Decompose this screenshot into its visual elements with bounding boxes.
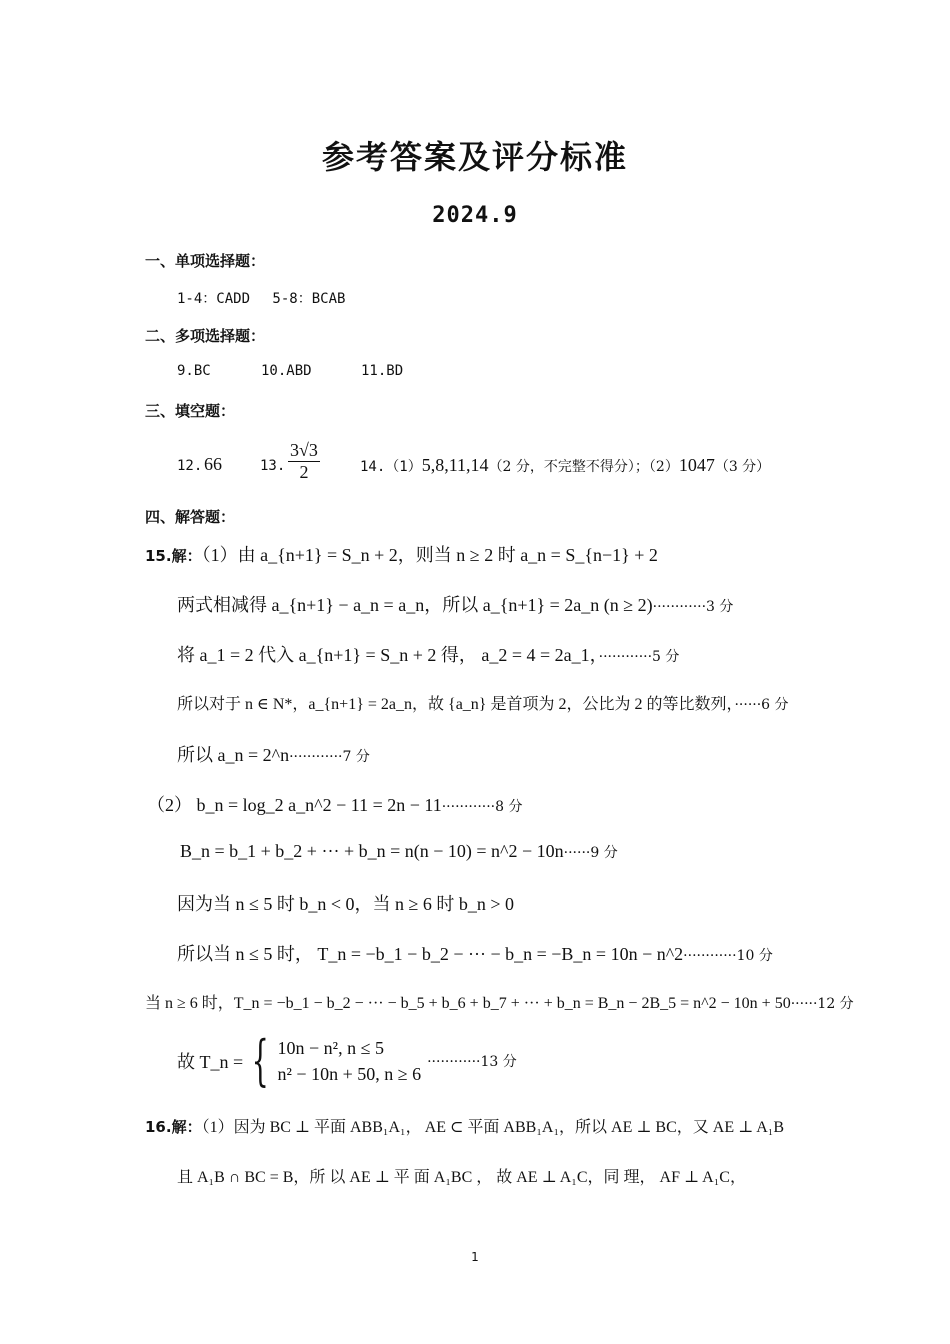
- q15-line-9-text: 所以当 n ≤ 5 时， T_n = −b_1 − b_2 − ··· − b_n = −B_n = 10n − n^2: [177, 944, 684, 964]
- q15-line-8-text: 因为当 n ≤ 5 时 b_n < 0，当 n ≥ 6 时 b_n > 0: [177, 894, 515, 914]
- answer-9: 9.BC: [177, 363, 211, 379]
- q15-line-4: [177, 691, 789, 714]
- q15-line-4-text: 所以对于 n ∈ N*，a_{n+1} = 2a_n，故 {a_n} 是首项为 2，公比为 2 的等比数列，: [177, 696, 735, 713]
- q15-line-7-points: ······9 分: [563, 845, 618, 861]
- q15-line-5-text: 所以 a_n = 2^n: [177, 745, 290, 765]
- q15-line-6-points: ············8 分: [441, 799, 523, 815]
- q15-line-5: [177, 741, 370, 767]
- answer-11: 11.BD: [361, 363, 404, 379]
- section-heading-single-choice: 一、单项选择题：: [145, 252, 266, 270]
- q15-line-3-points: ············5 分: [598, 649, 680, 665]
- answer-14-label: 14.（1）: [360, 459, 422, 475]
- q15-line-11-prefix: 故 T_n =: [177, 1052, 244, 1072]
- q15-line-3-text: 将 a_1 = 2 代入 a_{n+1} = S_n + 2 得， a_2 = 4 = 2a_1，: [177, 645, 599, 665]
- answer-12-value: 66: [204, 454, 222, 474]
- single-choice-answers: 1-4：CADD 5-8：BCAB: [177, 291, 346, 307]
- q15-line-7-text: B_n = b_1 + b_2 + ··· + b_n = n(n − 10) = n^2 − 10n: [180, 841, 564, 861]
- answer-14-value1: 5,8,11,14: [421, 455, 489, 475]
- answer-12-label: 12.: [177, 458, 203, 474]
- answer-14-note2: （3 分）: [714, 459, 771, 475]
- q16-line-1: [145, 1114, 784, 1137]
- fraction-numerator: 3√3: [290, 440, 318, 460]
- q15-line-3: [177, 641, 679, 667]
- q16-line-2: [177, 1164, 746, 1187]
- q15-line-2-text: 两式相减得 a_{n+1} − a_n = a_n，所以 a_{n+1} = 2a_n (n ≥ 2): [177, 595, 653, 615]
- page-title: 参考答案及评分标准: [321, 138, 628, 176]
- q15-line-11-points: ············13 分: [427, 1054, 517, 1070]
- q15-line-4-points: ······6 分: [734, 697, 789, 713]
- q15-line-10-text: 当 n ≥ 6 时，T_n = −b_1 − b_2 − ··· − b_5 + b_6 + b_7 + ··· + b_n = B_n − 2B_5 = n^2 − 10n + 50: [145, 995, 791, 1012]
- q15-line-2-points: ············3 分: [652, 599, 734, 615]
- section-heading-multi-choice: 二、多项选择题：: [145, 327, 266, 345]
- answer-10: 10.ABD: [261, 363, 312, 379]
- q15-label: 15.解：: [145, 547, 202, 565]
- fraction-denominator: 2: [299, 462, 309, 482]
- answer-14-value2: 1047: [678, 455, 715, 475]
- answer-14: [360, 455, 770, 476]
- q16-label: 16.解：: [145, 1118, 202, 1136]
- case-2: n² − 10n + 50, n ≥ 6: [277, 1064, 422, 1084]
- q16-line-1-text: （1）因为 BC ⊥ 平面 ABB₁A₁， AE ⊂ 平面 ABB₁A₁，所以 AE ⊥ BC，又 AE ⊥ A₁B: [201, 1119, 785, 1136]
- page-number: 1: [471, 1250, 479, 1264]
- q16-line-2-text: 且 A₁B ∩ BC = B，所 以 AE ⊥ 平 面 A₁BC ， 故 AE ⊥ A₁C，同 理， AF ⊥ A₁C，: [177, 1169, 746, 1186]
- piecewise-cases: [278, 1035, 422, 1087]
- answer-14-note1: （2 分，不完整不得分）；（2）: [488, 459, 679, 475]
- q15-line-11: [177, 1029, 517, 1092]
- q15-line-2: [177, 591, 733, 617]
- q15-line-6: [147, 791, 522, 817]
- q15-line-8: [177, 890, 514, 916]
- section-heading-solutions: 四、解答题：: [145, 508, 236, 526]
- q15-line-6-text: （2） b_n = log_2 a_n^2 − 11 = 2n − 11: [147, 795, 442, 815]
- q15-line-7: [180, 841, 618, 862]
- q15-line-10-points: ······12 分: [790, 996, 854, 1012]
- q15-line-5-points: ············7 分: [289, 749, 370, 765]
- q15-line-9-points: ············10 分: [683, 948, 773, 964]
- answer-13-label: 13.: [260, 458, 286, 474]
- q15-line-1: [145, 541, 658, 567]
- q15-line-10: [145, 990, 854, 1013]
- document-date: 2024.9: [432, 203, 518, 228]
- q15-line-9: [177, 940, 773, 966]
- case-1: 10n − n², n ≤ 5: [277, 1038, 384, 1058]
- section-heading-fill-blank: 三、填空题：: [145, 402, 236, 420]
- answer-13-fraction: [288, 440, 320, 483]
- q15-line-1-text: （1）由 a_{n+1} = S_n + 2，则当 n ≥ 2 时 a_n = S_{n−1} + 2: [201, 545, 658, 565]
- left-brace: {: [251, 1029, 269, 1092]
